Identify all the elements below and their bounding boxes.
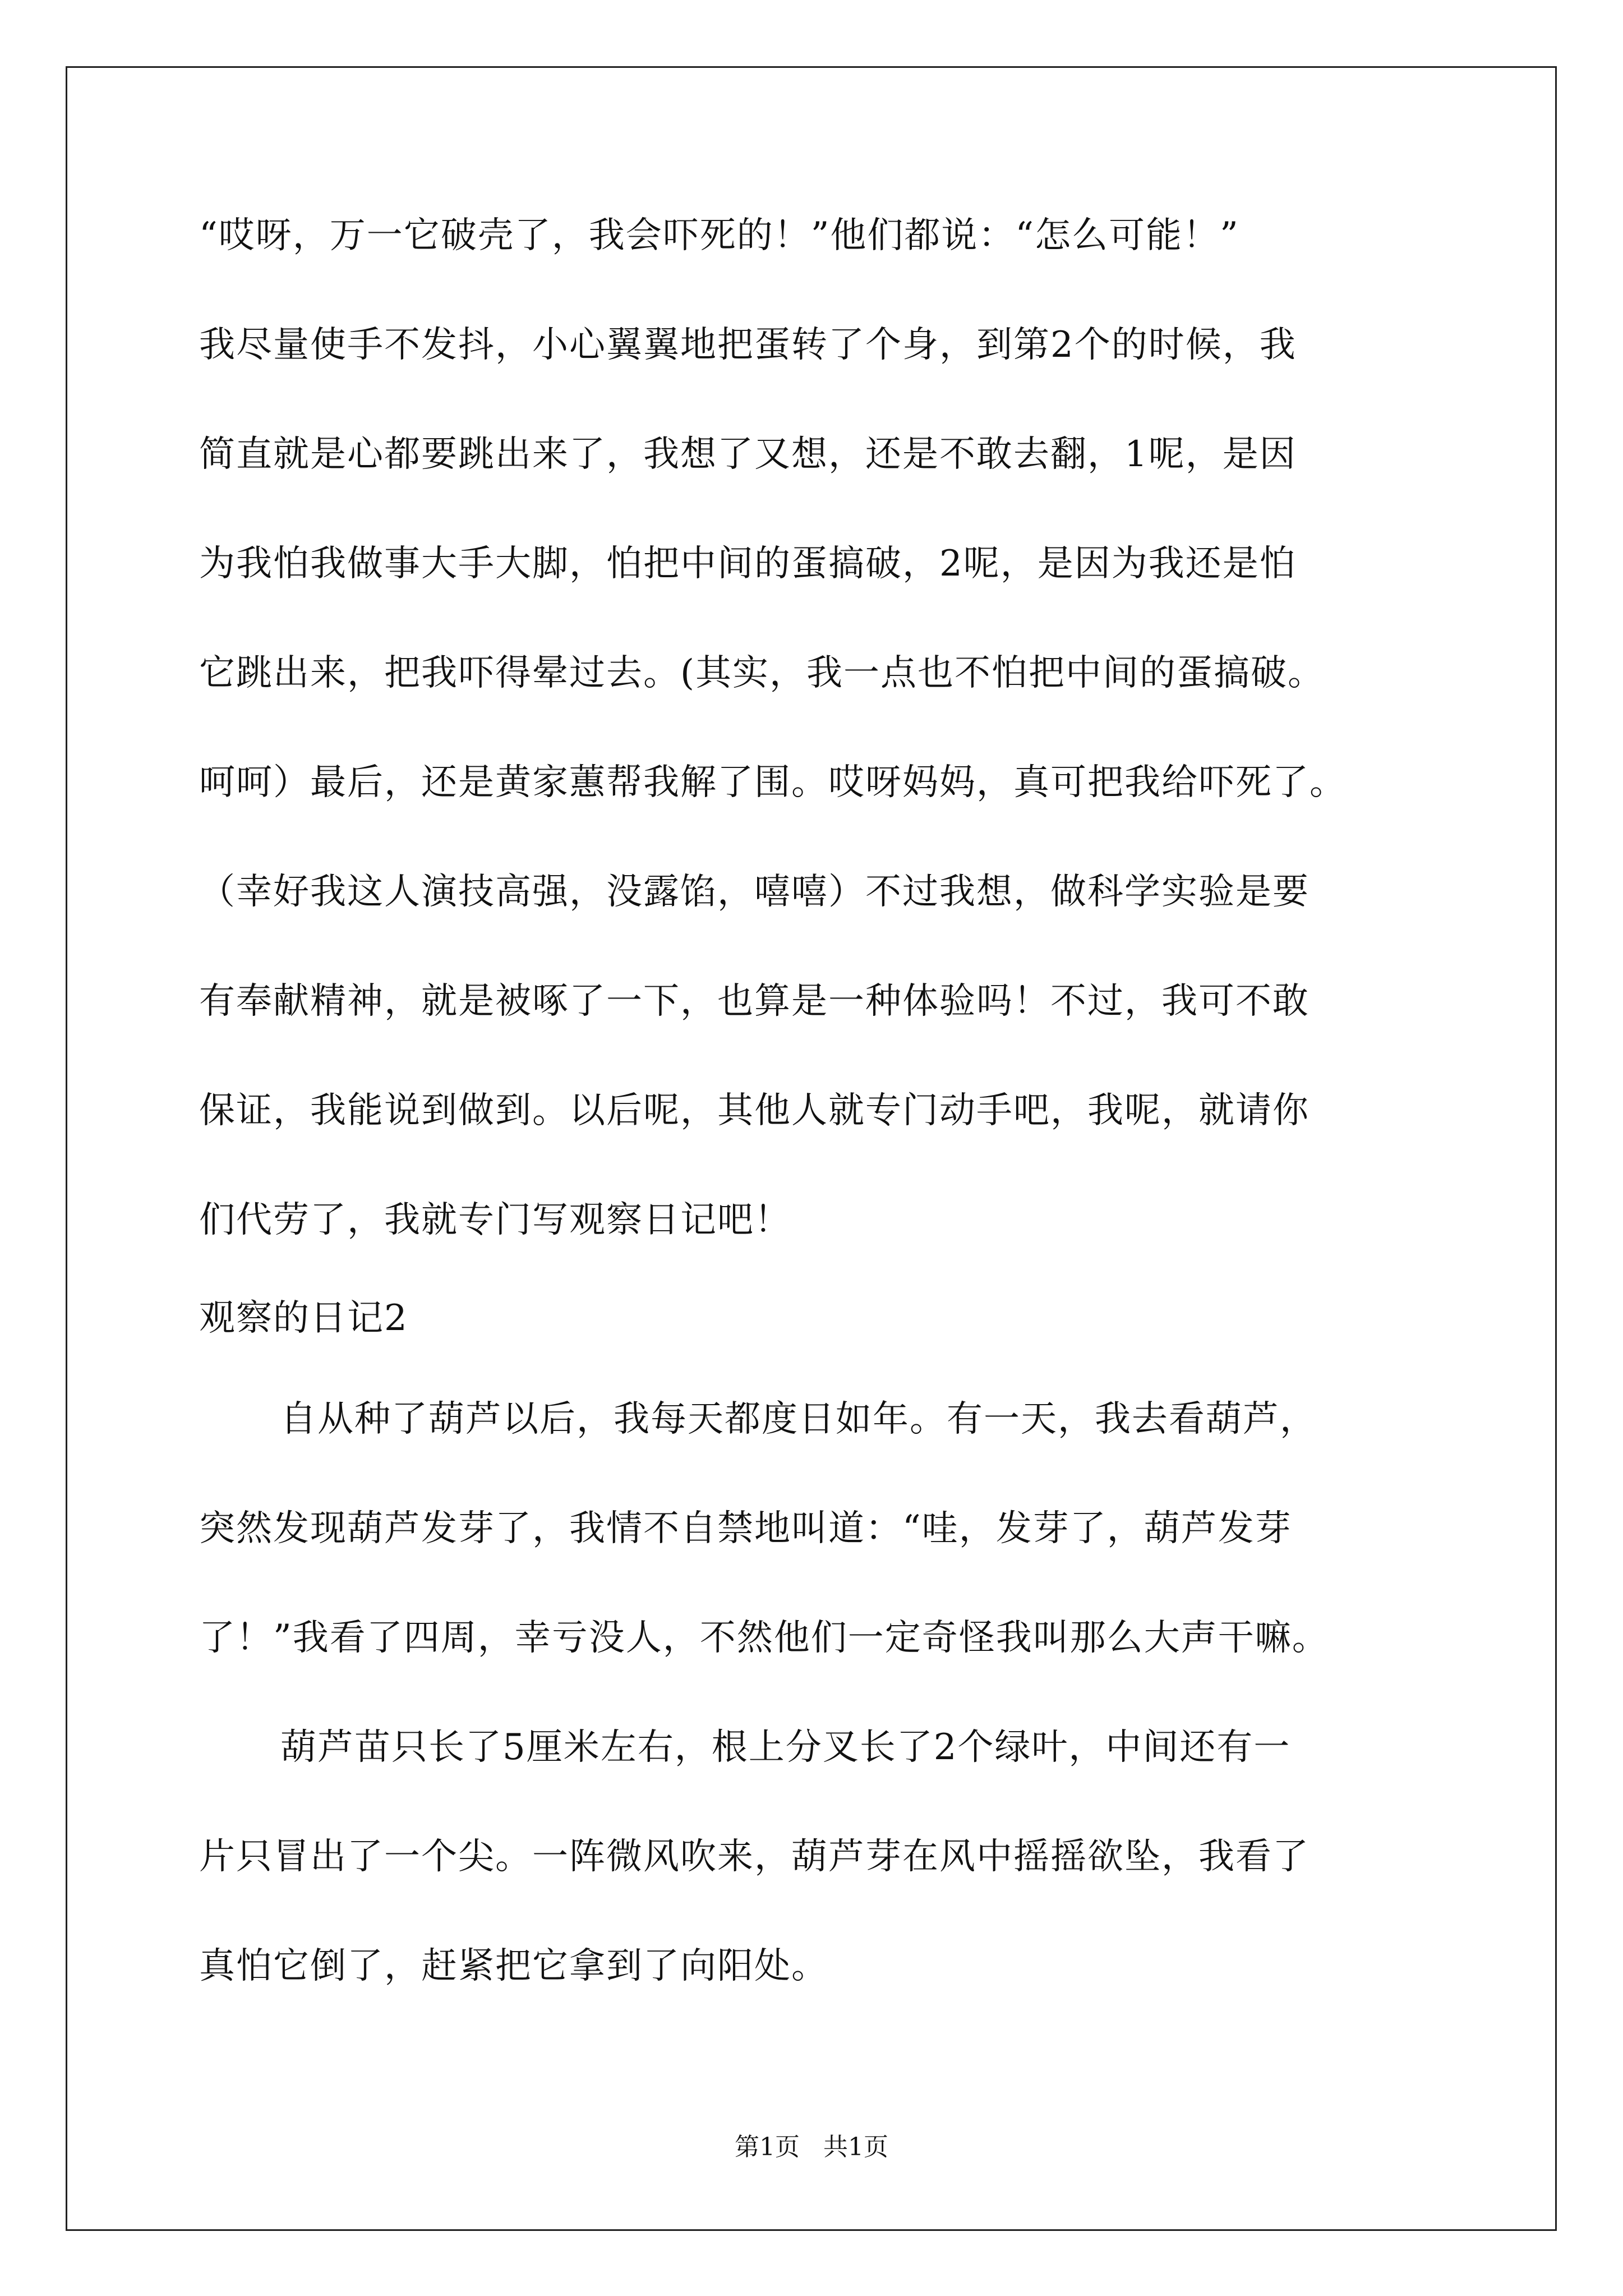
paragraph-line: 葫芦苗只长了5厘米左右，根上分叉长了2个绿叶，中间还有一 [280,1727,1291,1768]
paragraph-line: 有奉献精神，就是被啄了一下，也算是一种体验吗！不过，我可不敢 [199,981,1310,1022]
paragraph-line: 呵呵）最后，还是黄家蕙帮我解了围。哎呀妈妈，真可把我给吓死了。 [199,762,1347,803]
paragraph-line: “哎呀，万一它破壳了，我会吓死的！”他们都说：“怎么可能！” [199,215,1239,256]
page-frame [66,66,1557,2231]
paragraph-line: 保证，我能说到做到。以后呢，其他人就专门动手吧，我呢，就请你 [199,1090,1310,1131]
page-footer: 第1页 共1页 [735,2133,888,2161]
paragraph-line: 它跳出来，把我吓得晕过去。(其实，我一点也不怕把中间的蛋搞破。 [199,652,1325,694]
paragraph-line: 自从种了葫芦以后，我每天都度日如年。有一天，我去看葫芦， [280,1398,1317,1440]
paragraph-line: 片只冒出了一个尖。一阵微风吹来，葫芦芽在风中摇摇欲坠，我看了 [199,1836,1310,1878]
paragraph-line: （幸好我这人演技高强，没露馅，嘻嘻）不过我想，做科学实验是要 [199,871,1310,913]
paragraph-line: 真怕它倒了，赶紧把它拿到了向阳处。 [199,1945,828,1987]
paragraph-line: 我尽量使手不发抖，小心翼翼地把蛋转了个身，到第2个的时候，我 [199,324,1297,366]
paragraph-line: 了！”我看了四周，幸亏没人，不然他们一定奇怪我叫那么大声干嘛。 [199,1617,1329,1659]
paragraph-line: 突然发现葫芦发芽了，我情不自禁地叫道：“哇，发芽了，葫芦发芽 [199,1508,1292,1549]
paragraph-line: 为我怕我做事大手大脚，怕把中间的蛋搞破，2呢，是因为我还是怕 [199,543,1297,585]
section-heading: 观察的日记2 [199,1297,408,1339]
paragraph-line: 简直就是心都要跳出来了，我想了又想，还是不敢去翻，1呢，是因 [199,434,1297,475]
paragraph-line: 们代劳了，我就专门写观察日记吧！ [199,1199,791,1241]
